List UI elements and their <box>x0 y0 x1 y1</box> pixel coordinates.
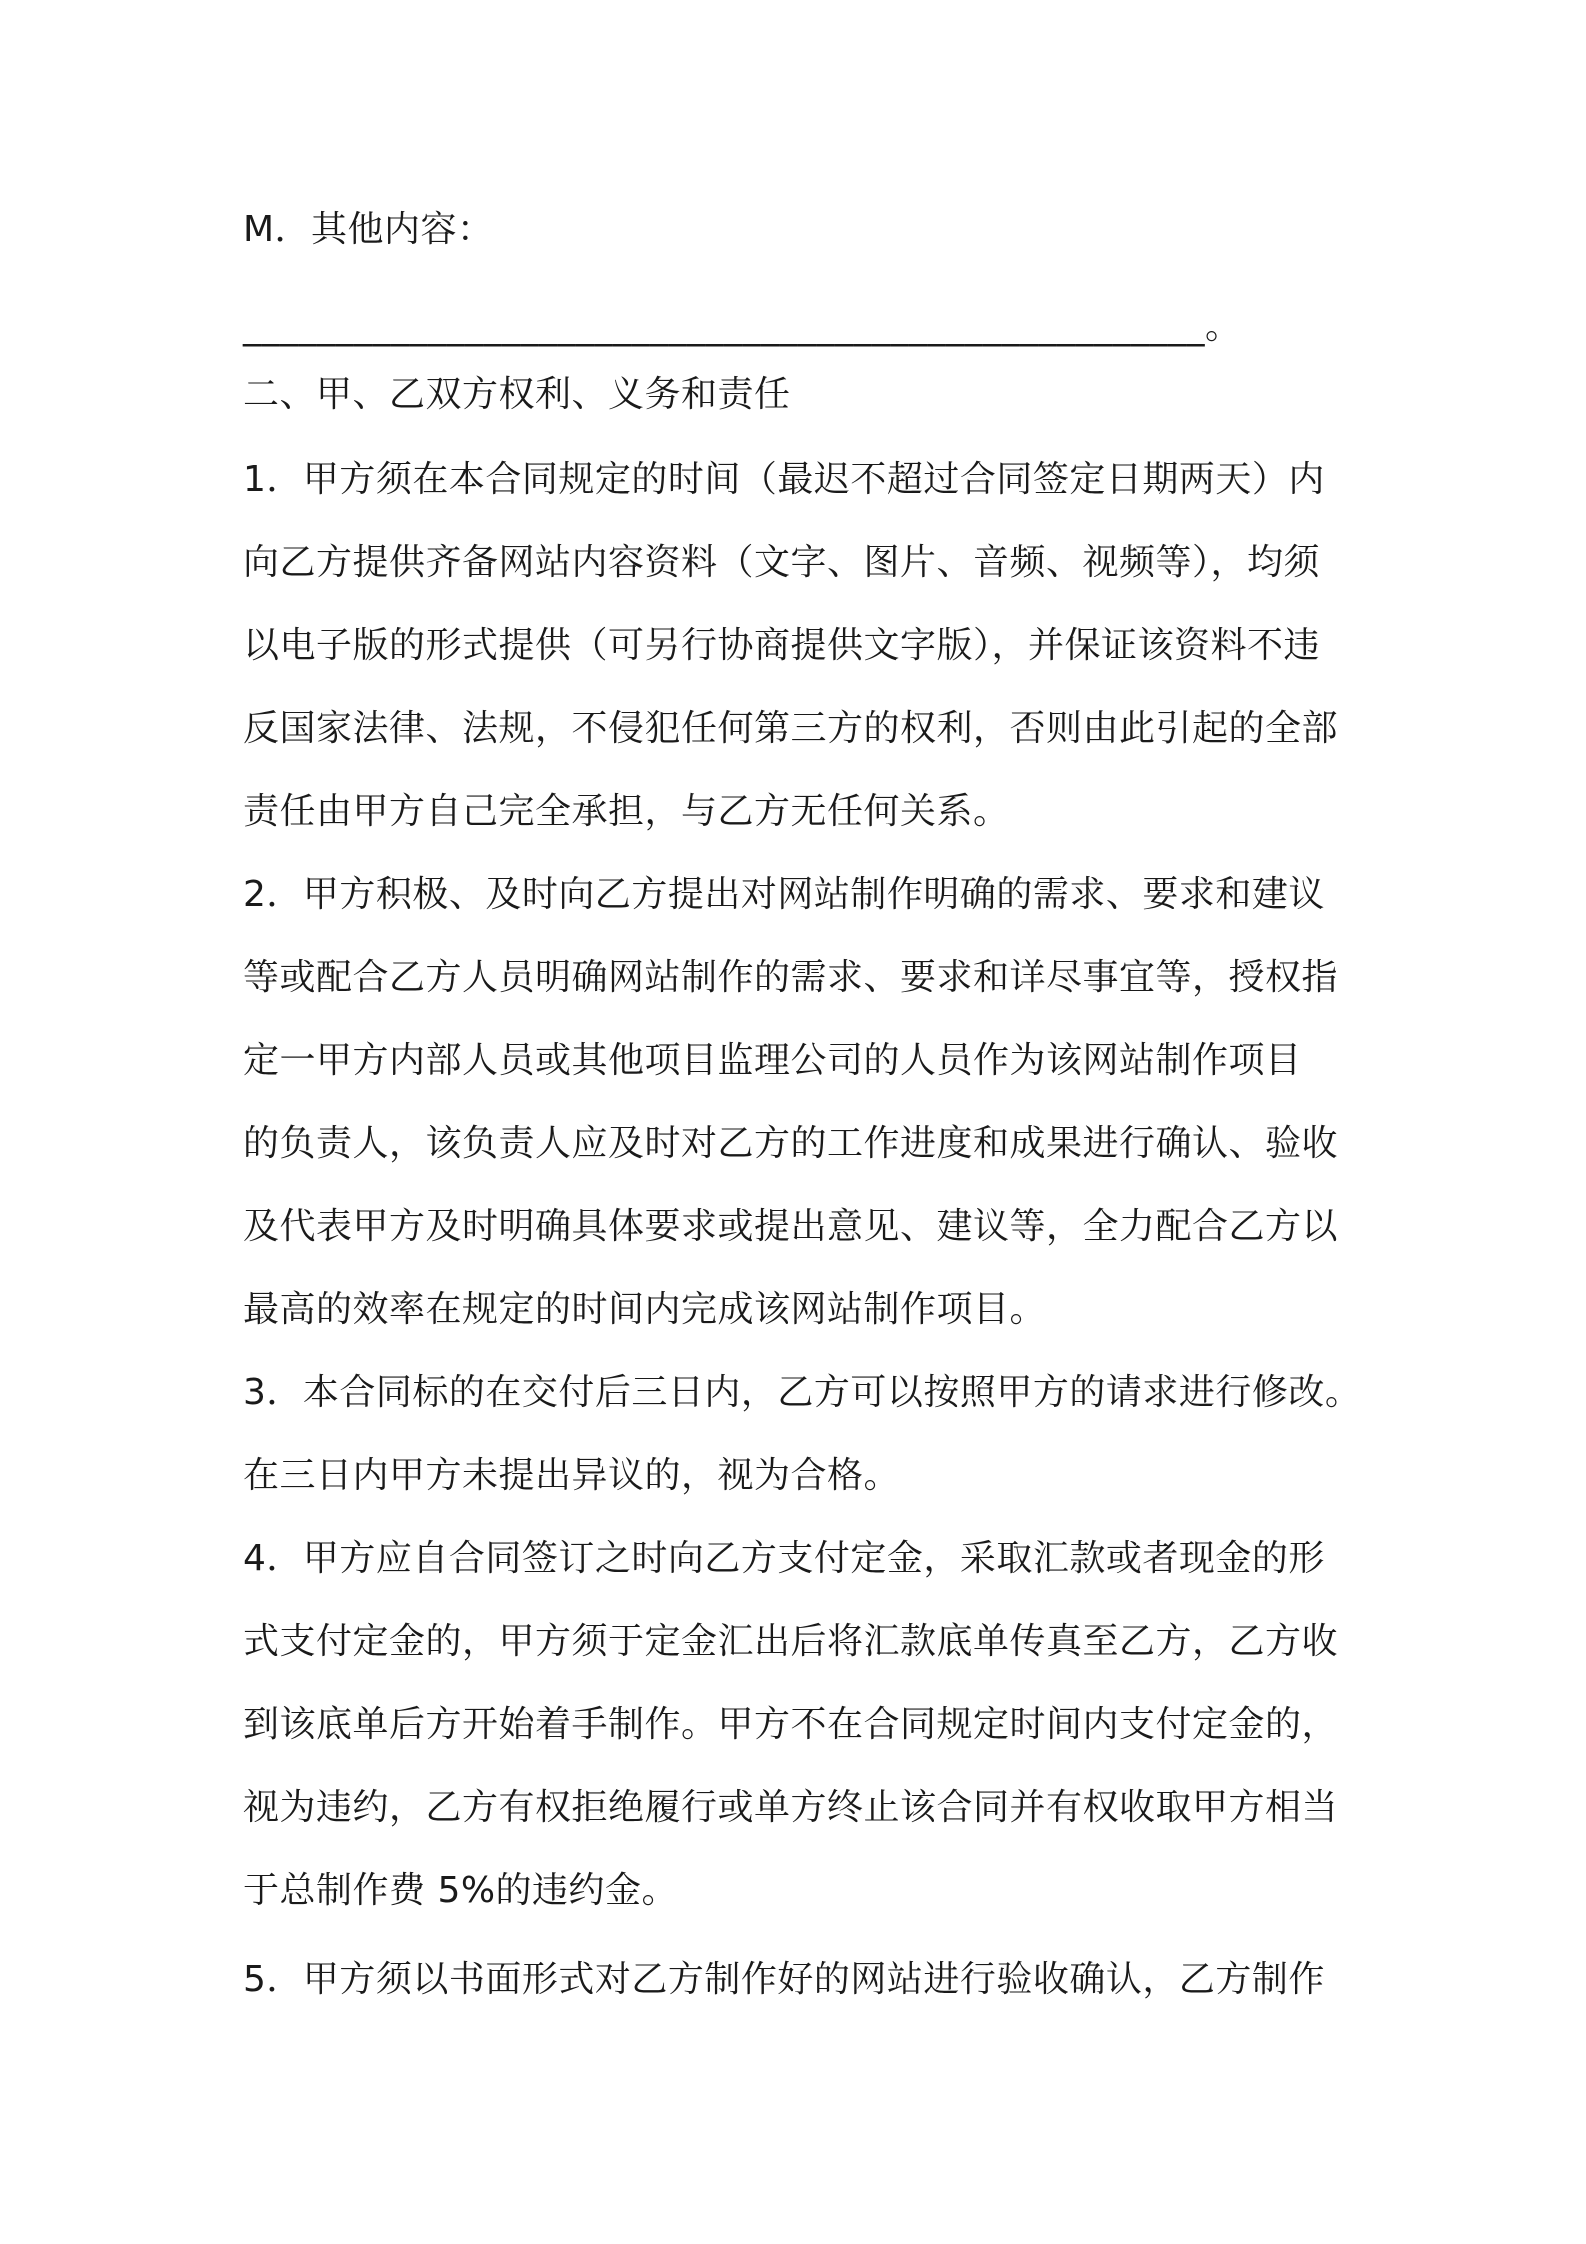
paragraph-line: 于总制作费 5%的违约金。 <box>243 1870 679 1911</box>
paragraph-line: 等或配合乙方人员明确网站制作的需求、要求和详尽事宜等，授权指 <box>243 957 1339 998</box>
paragraph-line: 到该底单后方开始着手制作。甲方不在合同规定时间内支付定金的， <box>243 1704 1339 1745</box>
paragraph-line: 5．甲方须以书面形式对乙方制作好的网站进行验收确认，乙方制作 <box>243 1959 1325 2000</box>
paragraph-line: 在三日内甲方未提出异议的，视为合格。 <box>243 1455 901 1496</box>
paragraph-line: 4．甲方应自合同签订之时向乙方支付定金，采取汇款或者现金的形 <box>243 1538 1325 1579</box>
paragraph-line: 的负责人，该负责人应及时对乙方的工作进度和成果进行确认、验收 <box>243 1123 1339 1164</box>
paragraph-line: 3．本合同标的在交付后三日内，乙方可以按照甲方的请求进行修改。 <box>243 1372 1362 1413</box>
paragraph-line: 责任由甲方自己完全承担，与乙方无任何关系。 <box>243 791 1010 832</box>
paragraph-line: 最高的效率在规定的时间内完成该网站制作项目。 <box>243 1289 1047 1330</box>
paragraph-line: 2．甲方积极、及时向乙方提出对网站制作明确的需求、要求和建议 <box>243 874 1325 915</box>
paragraph-line: 及代表甲方及时明确具体要求或提出意见、建议等，全力配合乙方以 <box>243 1206 1339 1247</box>
paragraph-line: 1．甲方须在本合同规定的时间（最迟不超过合同签定日期两天）内 <box>243 459 1325 500</box>
paragraph-line: 定一甲方内部人员或其他项目监理公司的人员作为该网站制作项目 <box>243 1040 1302 1081</box>
paragraph-line: 视为违约，乙方有权拒绝履行或单方终止该合同并有权收取甲方相当 <box>243 1787 1339 1828</box>
paragraph-line: 式支付定金的，甲方须于定金汇出后将汇款底单传真至乙方，乙方收 <box>243 1621 1339 1662</box>
paragraph-line: 反国家法律、法规，不侵犯任何第三方的权利，否则由此引起的全部 <box>243 708 1339 749</box>
blank-fill-line: ____________________________________________________。 <box>243 306 1242 347</box>
section-m-other-content: M．其他内容： <box>243 209 494 250</box>
paragraph-line: 向乙方提供齐备网站内容资料（文字、图片、音频、视频等），均须 <box>243 542 1321 583</box>
section-heading-rights-duties: 二、甲、乙双方权利、义务和责任 <box>243 374 791 415</box>
paragraph-line: 以电子版的形式提供（可另行协商提供文字版），并保证该资料不违 <box>243 625 1321 666</box>
